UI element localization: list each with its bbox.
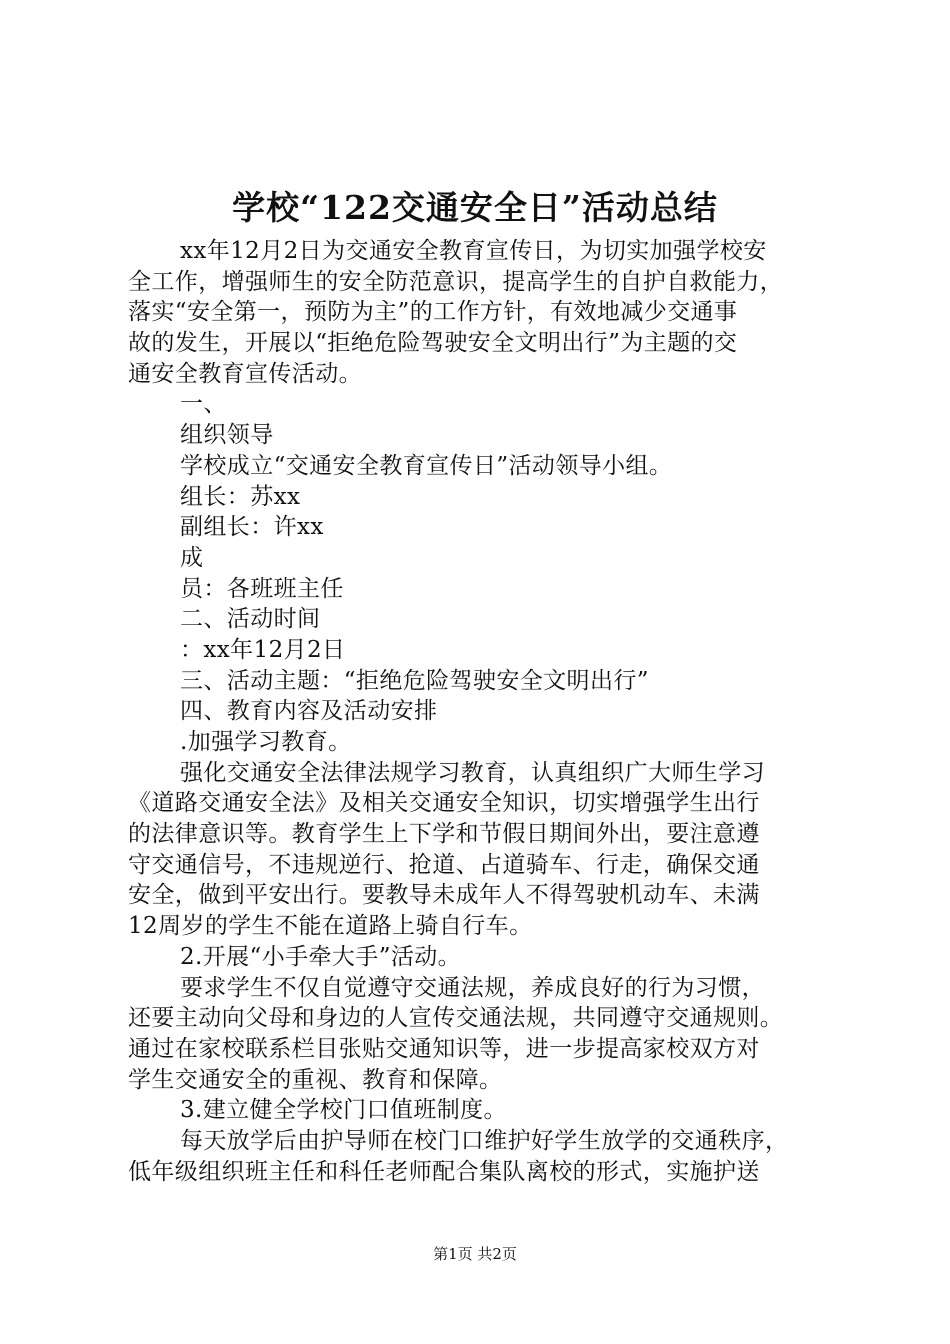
body-line: 三、活动主题：“拒绝危险驾驶安全文明出行” (180, 667, 649, 694)
body-line: 员：各班班主任 (180, 575, 344, 602)
body-line: 安全，做到平安出行。要教导未成年人不得驾驶机动车、未满 (128, 882, 760, 909)
body-line: 通安全教育宣传活动。 (128, 360, 362, 387)
body-line: 一、 (180, 391, 227, 418)
body-line: 故的发生，开展以“拒绝危险驾驶安全文明出行”为主题的交 (128, 330, 738, 357)
body-line: 强化交通安全法律法规学习教育，认真组织广大师生学习 (180, 759, 765, 786)
document-body (128, 236, 848, 1187)
page-footer: 第1页 共2页 (433, 1245, 517, 1263)
body-line: 四、教育内容及活动安排 (180, 698, 438, 725)
body-line: 还要主动向父母和身边的人宣传交通法规，共同遵守交通规则。 (128, 1005, 784, 1032)
body-line: 2.开展“小手牵大手”活动。 (180, 943, 462, 970)
body-line: 要求学生不仅自觉遵守交通法规，养成良好的行为习惯， (180, 974, 765, 1001)
body-line: ：xx年12月2日 (180, 636, 346, 663)
body-line: 学生交通安全的重视、教育和保障。 (128, 1066, 503, 1093)
body-line: 《道路交通安全法》及相关交通安全知识，切实增强学生出行 (128, 790, 760, 817)
body-line: 全工作，增强师生的安全防范意识，提高学生的自护自救能力， (128, 268, 784, 295)
body-line: 低年级组织班主任和科任老师配合集队离校的形式，实施护送 (128, 1158, 760, 1185)
body-line: 每天放学后由护导师在校门口维护好学生放学的交通秩序， (180, 1127, 789, 1154)
body-line: 学校成立“交通安全教育宣传日”活动领导小组。 (180, 452, 673, 479)
body-line: 二、活动时间 (180, 606, 321, 633)
body-line: 的法律意识等。教育学生上下学和节假日期间外出，要注意遵 (128, 821, 760, 848)
document-title: 学校“122交通安全日”活动总结 (232, 188, 718, 227)
body-line: 成 (180, 544, 204, 571)
body-line: 组长：苏xx (180, 483, 301, 510)
body-line: 守交通信号，不违规逆行、抢道、占道骑车、行走，确保交通 (128, 851, 760, 878)
body-line: 落实“安全第一，预防为主”的工作方针，有效地减少交通事 (128, 299, 738, 326)
body-line: 副组长：许xx (180, 514, 324, 541)
body-line: 组织领导 (180, 422, 274, 449)
body-line: 3.建立健全学校门口值班制度。 (180, 1097, 507, 1124)
body-line: .加强学习教育。 (180, 729, 352, 755)
body-line: 12周岁的学生不能在道路上骑自行车。 (128, 913, 533, 940)
body-line: xx年12月2日为交通安全教育宣传日，为切实加强学校安 (180, 238, 767, 264)
body-line: 通过在家校联系栏目张贴交通知识等，进一步提高家校双方对 (128, 1035, 760, 1062)
